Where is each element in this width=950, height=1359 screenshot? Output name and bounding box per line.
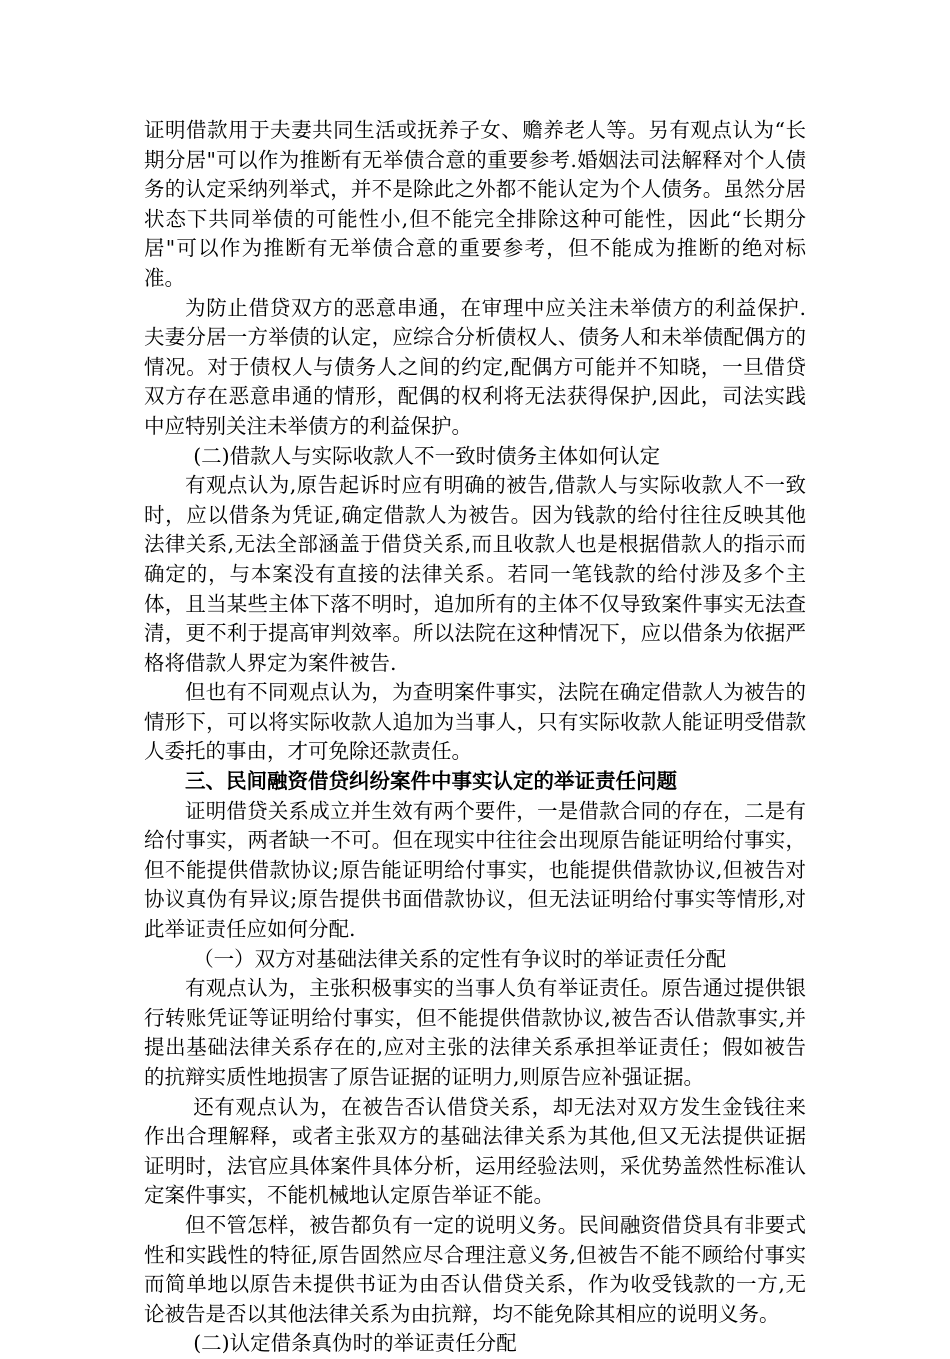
paragraph-continued: 证明借款用于夫妻共同生活或抚养子女、赡养老人等。另有观点认为“长期分居"可以作为推断有无举债合意的重要参考.婚姻法司法解释对个人债务的认定采纳列举式，并不是除此之外都不能认定为个人债务。虽然分居状态下共同举债的可能性小,但不能完全排除这种可能性，因此“长期分居"可以作为推断有无举债合意的重要参考，但不能成为推断的绝对标准。: [144, 118, 806, 290]
paragraph: 有观点认为,原告起诉时应有明确的被告,借款人与实际收款人不一致时，应以借条为凭证,确定借款人为被告。因为钱款的给付往往反映其他法律关系,无法全部涵盖于借贷关系,而且收款人也是根据借款人的指示而确定的，与本案没有直接的法律关系。若同一笔钱款的给付涉及多个主体，且当某些主体下落不明时，追加所有的主体不仅导致案件事实无法查清，更不利于提高审判效率。所以法院在这种情况下，应以借条为依据严格将借款人界定为案件被告.: [144, 473, 806, 675]
section-heading: 三、民间融资借贷纠纷案件中事实认定的举证责任问题: [185, 769, 677, 794]
paragraph: 但也有不同观点认为，为查明案件事实，法院在确定借款人为被告的情形下，可以将实际收款人追加为当事人，只有实际收款人能证明受借款人委托的事由，才可免除还款责任。: [144, 680, 806, 764]
paragraph: 还有观点认为，在被告否认借贷关系，却无法对双方发生金钱往来作出合理解释，或者主张双方的基础法律关系为其他,但又无法提供证据证明时，法官应具体案件具体分析，运用经验法则，采优势盖然性标准认定案件事实，不能机械地认定原告举证不能。: [144, 1094, 806, 1208]
paragraph: 为防止借贷双方的恶意串通，在审理中应关注未举债方的利益保护.夫妻分居一方举债的认定，应综合分析债权人、债务人和未举债配偶方的情况。对于债权人与债务人之间的约定,配偶方可能并不知晓，一旦借贷双方存在恶意串通的情形，配偶的权利将无法获得保护,因此，司法实践中应特别关注未举债方的利益保护。: [144, 295, 806, 438]
paragraph: 但不管怎样，被告都负有一定的说明义务。民间融资借贷具有非要式性和实践性的特征,原告固然应尽合理注意义务,但被告不能不顾给付事实而简单地以原告未提供书证为由否认借贷关系，作为收受钱款的一方,无论被告是否以其他法律关系为由抗辩，均不能免除其相应的说明义务。: [144, 1212, 806, 1326]
subheading: （一）双方对基础法律关系的定性有争议时的举证责任分配: [193, 946, 727, 971]
subheading: (二)认定借条真伪时的举证责任分配: [193, 1331, 517, 1356]
document-body: [144, 116, 806, 1359]
paragraph: 证明借贷关系成立并生效有两个要件，一是借款合同的存在，二是有给付事实，两者缺一不可。但在现实中往往会出现原告能证明给付事实，但不能提供借款协议;原告能证明给付事实，也能提供借款协议,但被告对协议真伪有异议;原告提供书面借款协议，但无法证明给付事实等情形,对此举证责任应如何分配.: [144, 798, 806, 942]
paragraph: 有观点认为，主张积极事实的当事人负有举证责任。原告通过提供银行转账凭证等证明给付事实，但不能提供借款协议,被告否认借款事实,并提出基础法律关系存在的,应对主张的法律关系承担举证责任；假如被告的抗辩实质性地损害了原告证据的证明力,则原告应补强证据。: [144, 976, 806, 1089]
subheading: (二)借款人与实际收款人不一致时债务主体如何认定: [193, 443, 661, 468]
